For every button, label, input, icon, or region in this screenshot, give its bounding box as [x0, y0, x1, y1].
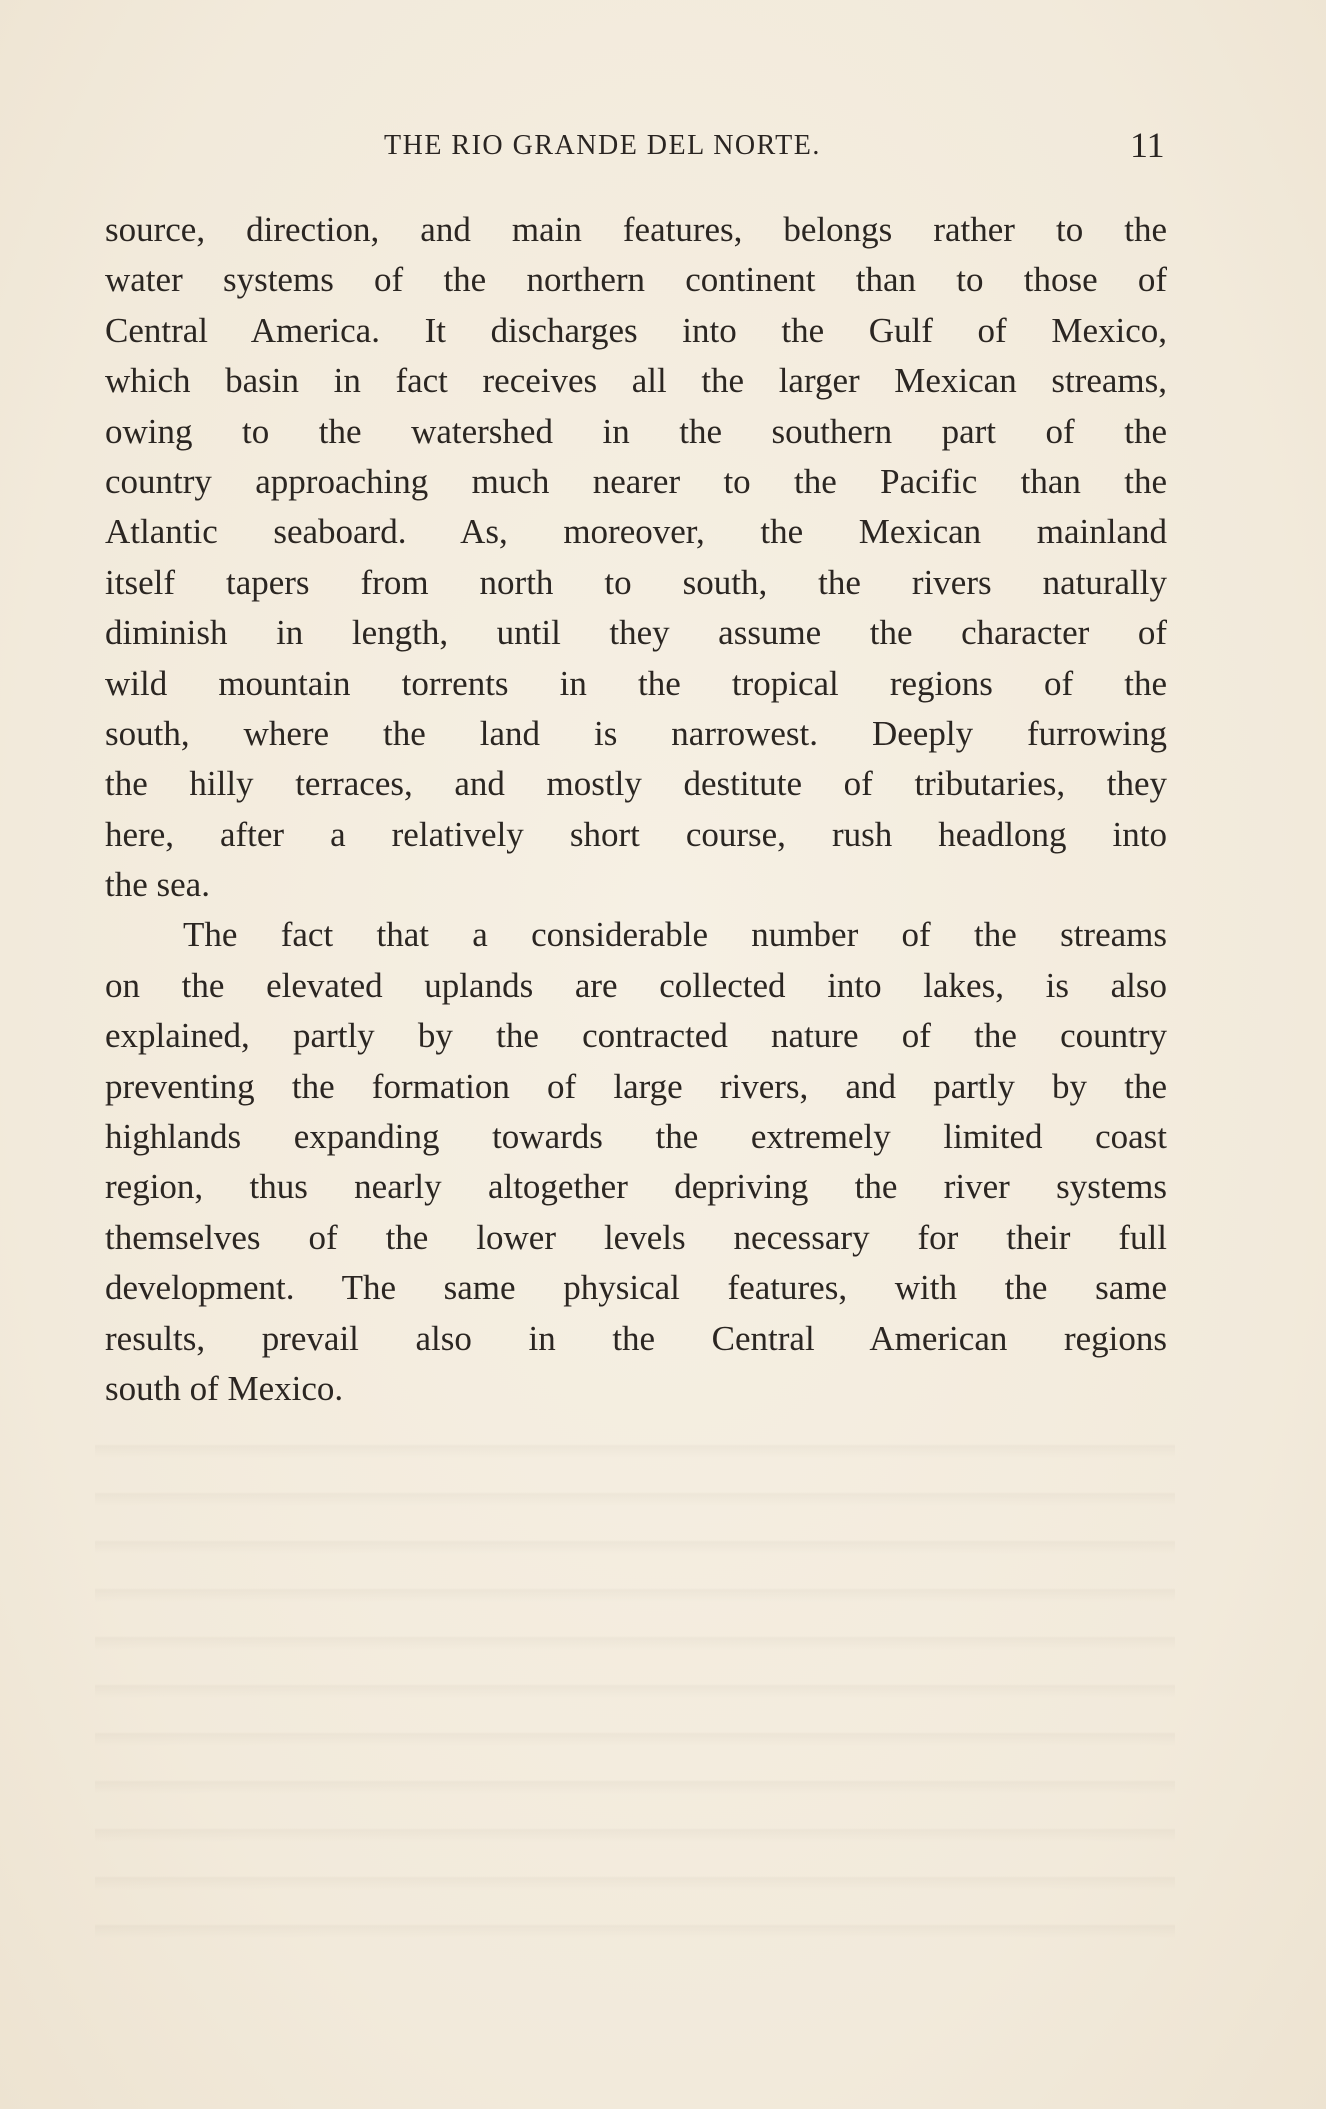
- text-line: diminish in length, until they assume the character of: [105, 613, 1167, 653]
- text-line: on the elevated uplands are collected into lakes, is also: [105, 965, 1167, 1005]
- text-line: wild mountain torrents in the tropical regions of the: [105, 663, 1167, 703]
- text-line: here, after a relatively short course, rush headlong into: [105, 814, 1167, 854]
- body-text: [105, 205, 1167, 1414]
- text-line: which basin in fact receives all the larger Mexican streams,: [105, 361, 1167, 401]
- text-line: the sea.: [105, 865, 210, 905]
- running-head: [0, 124, 1326, 174]
- text-line: development. The same physical features, with the same: [105, 1268, 1167, 1308]
- text-line: the hilly terraces, and mostly destitute of tributaries, they: [105, 764, 1167, 804]
- text-line: explained, partly by the contracted nature of the country: [105, 1016, 1167, 1056]
- text-line: results, prevail also in the Central American regions: [105, 1318, 1167, 1358]
- running-title: THE RIO GRANDE DEL NORTE.: [384, 130, 821, 161]
- text-line: south of Mexico.: [105, 1368, 344, 1408]
- paper-show-through: [95, 1410, 1175, 1970]
- text-line: south, where the land is narrowest. Deeply furrowing: [105, 713, 1167, 753]
- text-line: highlands expanding towards the extremely limited coast: [105, 1117, 1167, 1157]
- text-line: region, thus nearly altogether depriving the river systems: [105, 1167, 1167, 1207]
- text-line: country approaching much nearer to the Pacific than the: [105, 461, 1167, 501]
- text-line: itself tapers from north to south, the rivers naturally: [105, 562, 1167, 602]
- text-line: source, direction, and main features, belongs rather to the: [105, 210, 1167, 249]
- text-line: owing to the watershed in the southern part of the: [105, 411, 1167, 451]
- text-line: water systems of the northern continent than to those of: [105, 260, 1167, 300]
- text-line: themselves of the lower levels necessary for their full: [105, 1217, 1167, 1257]
- text-line: Central America. It discharges into the Gulf of Mexico,: [105, 310, 1167, 350]
- page-number: 11: [1130, 125, 1165, 165]
- paragraph-start-line: The fact that a considerable number of the streams: [183, 915, 1167, 955]
- text-line: preventing the formation of large rivers, and partly by the: [105, 1066, 1167, 1106]
- text-line: Atlantic seaboard. As, moreover, the Mexican mainland: [105, 512, 1167, 552]
